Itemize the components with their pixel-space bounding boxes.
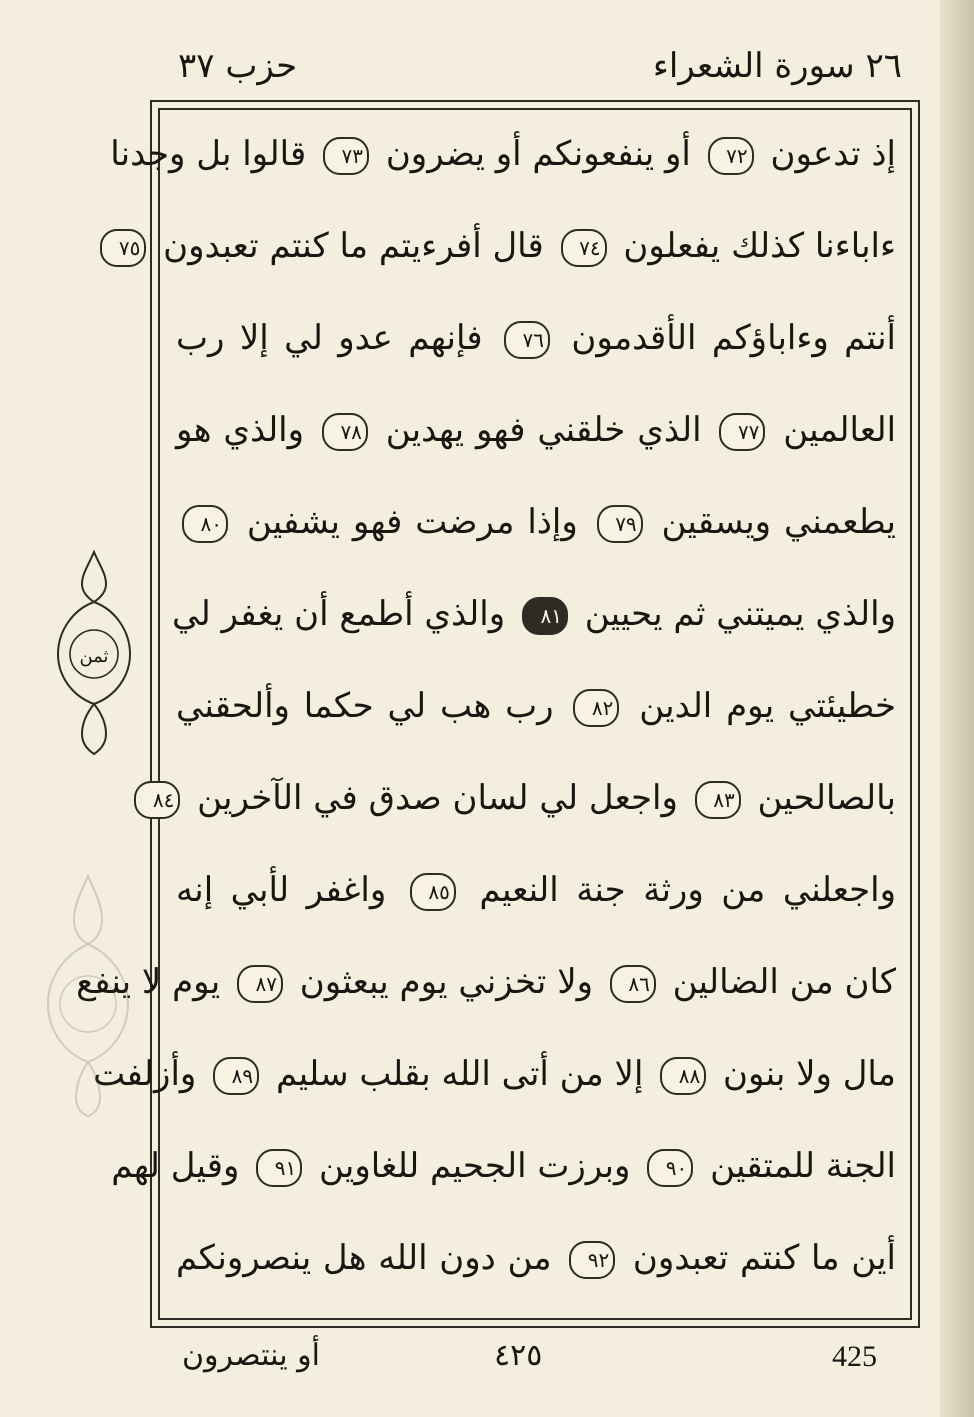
text-segment: وأزلفت	[93, 1054, 197, 1094]
ayah-number-marker: ٩١	[256, 1149, 302, 1187]
text-line-6	[172, 574, 896, 654]
ayah-number-marker: ٨٤	[134, 781, 180, 819]
text-line-3	[176, 298, 896, 378]
text-segment: الجنة للمتقين	[710, 1146, 896, 1186]
text-segment: قالوا بل وجدنا	[110, 134, 307, 174]
text-segment: يوم لا ينفع	[76, 962, 221, 1002]
text-segment: واجعلني من ورثة جنة النعيم	[479, 870, 896, 910]
ayah-number-marker: ٨٧	[237, 965, 283, 1003]
catchword: أو ينتصرون	[182, 1338, 320, 1373]
ayah-number-marker: ٧٧	[719, 413, 765, 451]
text-segment: إلا من أتى الله بقلب سليم	[275, 1054, 644, 1094]
ayah-number-marker: ٧٣	[323, 137, 369, 175]
thumn-marker-ornament	[52, 548, 136, 758]
text-segment: الذي خلقني فهو يهدين	[385, 410, 702, 450]
text-line-12	[111, 1126, 896, 1206]
surah-label: ٢٦ سورة الشعراء	[652, 46, 902, 86]
page-number-arabic: ٤٢٥	[494, 1338, 543, 1373]
text-segment: كان من الضالين	[672, 962, 896, 1002]
ayah-number-marker: ٨٠	[182, 505, 228, 543]
text-segment: وإذا مرضت فهو يشفين	[246, 502, 578, 542]
ayah-number-marker: ٧٩	[597, 505, 643, 543]
text-segment: والذي يميتني ثم يحيين	[584, 594, 896, 634]
text-segment: يطعمني ويسقين	[661, 502, 896, 542]
text-segment: والذي هو	[176, 410, 305, 450]
text-segment: إذ تدعون	[770, 134, 896, 174]
text-segment: بالصالحين	[757, 778, 896, 818]
ayah-number-marker: ٨٥	[410, 873, 456, 911]
text-segment: أين ما كنتم تعبدون	[632, 1238, 897, 1278]
ayah-number-marker: ٧٢	[708, 137, 754, 175]
text-segment: وبرزت الجحيم للغاوين	[319, 1146, 631, 1186]
ayah-number-marker: ٨٣	[695, 781, 741, 819]
ayah-number-marker: ٧٨	[322, 413, 368, 451]
text-segment: العالمين	[783, 410, 897, 450]
page-edge-shadow	[940, 0, 974, 1417]
text-segment: واغفر لأبي إنه	[176, 870, 387, 910]
text-line-7	[176, 666, 896, 746]
ayah-number-marker: ٨٢	[573, 689, 619, 727]
ayah-number-marker: ٨٩	[213, 1057, 259, 1095]
text-segment: من دون الله هل ينصرونكم	[176, 1238, 552, 1278]
text-segment: مال ولا بنون	[723, 1054, 896, 1094]
ayah-number-marker-highlighted: ٨١	[522, 597, 568, 635]
text-line-1	[110, 114, 896, 194]
ayah-number-marker: ٧٦	[504, 321, 550, 359]
text-segment: فإنهم عدو لي إلا رب	[176, 318, 483, 358]
text-line-2	[118, 206, 896, 286]
text-line-5	[176, 482, 896, 562]
thumn-label: ثمن	[79, 646, 109, 667]
text-segment: ولا تخزني يوم يبعثون	[299, 962, 593, 1002]
text-segment: أو ينفعونكم أو يضرون	[385, 134, 691, 174]
text-line-9	[176, 850, 896, 930]
show-through-ornament	[44, 872, 132, 1118]
text-line-10	[76, 942, 896, 1022]
ayah-number-marker: ٩٠	[647, 1149, 693, 1187]
ayah-number-marker: ٨٦	[610, 965, 656, 1003]
text-segment: ءاباءنا كذلك يفعلون	[623, 226, 896, 266]
ayah-number-marker: ٨٨	[660, 1057, 706, 1095]
text-line-11	[93, 1034, 896, 1114]
text-segment: قال أفرءيتم ما كنتم تعبدون	[163, 226, 544, 266]
text-segment: خطيئتي يوم الدين	[639, 686, 897, 726]
hizb-label: حزب ٣٧	[178, 46, 298, 86]
text-segment: والذي أطمع أن يغفر لي	[172, 594, 506, 634]
text-line-13	[176, 1218, 896, 1298]
text-line-4	[176, 390, 896, 470]
text-segment: أنتم وءاباؤكم الأقدمون	[571, 318, 896, 358]
ayah-number-marker: ٩٢	[569, 1241, 615, 1279]
text-segment: واجعل لي لسان صدق في الآخرين	[197, 778, 678, 818]
page-number-latin: 425	[832, 1340, 877, 1373]
text-segment: وقيل لهم	[111, 1146, 240, 1186]
page-header	[150, 44, 910, 94]
ayah-number-marker: ٧٥	[100, 229, 146, 267]
text-segment: رب هب لي حكما وألحقني	[176, 686, 554, 726]
ayah-number-marker: ٧٤	[561, 229, 607, 267]
text-line-8	[152, 758, 896, 838]
